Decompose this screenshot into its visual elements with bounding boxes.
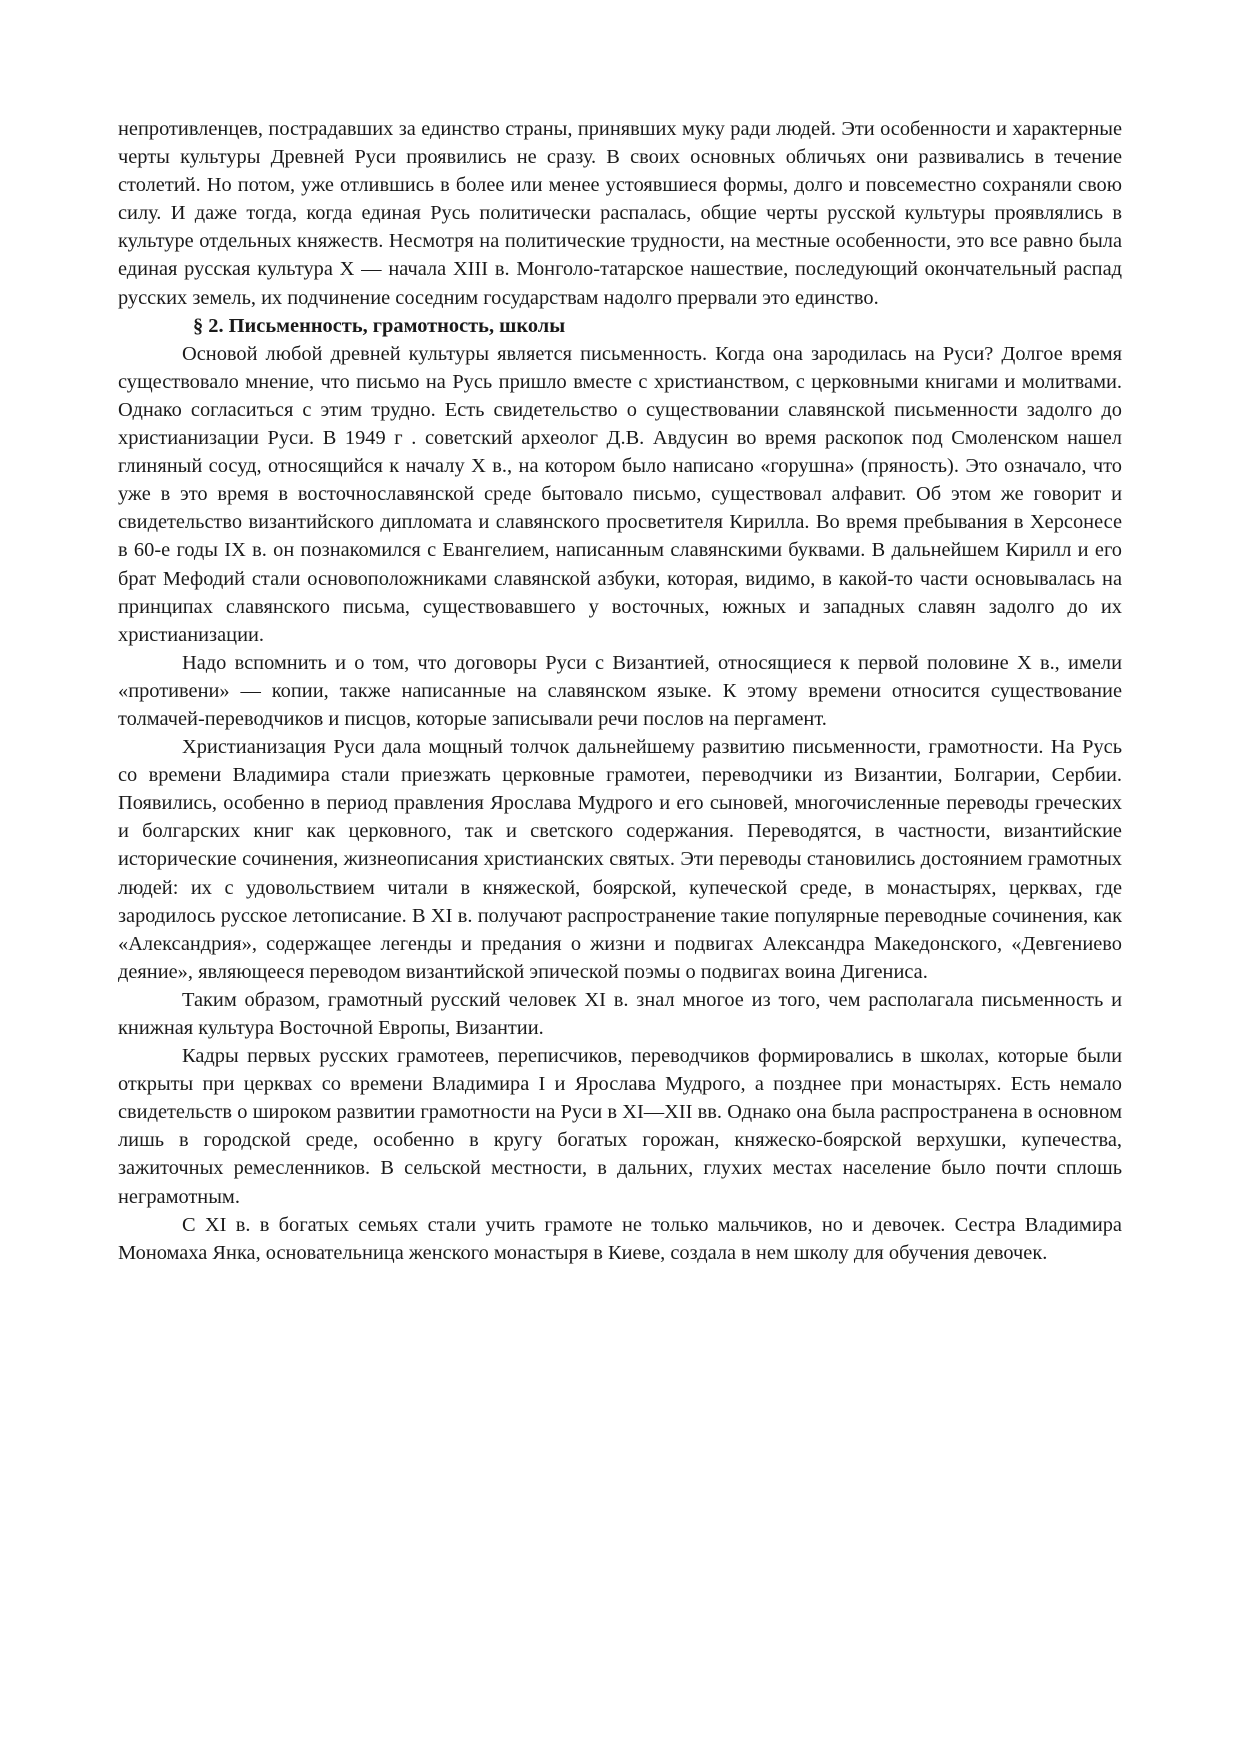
- section-heading: § 2. Письменность, грамотность, школы: [193, 314, 566, 337]
- intro-paragraph: непротивленцев, пострадавших за единство страны, принявших муку ради людей. Эти особенности и характерные черты культуры Древней Руси проявились не сразу. В своих основных обличьях они развивались в течение столетий. Но потом, уже отлившись в более или менее устоявшиеся формы, долго и повсеместно сохраняли свою силу. И даже тогда, когда единая Русь политически распалась, общие черты русской культуры проявлялись в культуре отдельных княжеств. Несмотря на политические трудности, на местные особенности, это все равно была единая русская культура X — начала XIII в. Монголо-татарское нашествие, последующий окончательный распад русских земель, их подчинение соседним государствам надолго прервали это единство.: [118, 118, 1122, 309]
- paragraph-christianization: Христианизация Руси дала мощный толчок дальнейшему развитию письменности, грамотности. На Русь со времени Владимира стали приезжать церковные грамотеи, переводчики из Византии, Болгарии, Сербии. Появились, особенно в период правления Ярослава Мудрого и его сыновей, многочисленные переводы греческих и болгарских книг как церковного, так и светского содержания. Переводятся, в частности, византийские исторические сочинения, жизнеописания христианских святых. Эти переводы становились достоянием грамотных людей: их с удовольствием читали в княжеской, боярской, купеческой среде, в монастырях, церквах, где зародилось русское летописание. В XI в. получают распространение такие популярные переводные сочинения, как «Александрия», содержащее легенды и предания о жизни и подвигах Александра Македонского, «Девгениево деяние», являющееся переводом византийской эпической поэмы о подвигах воина Дигениса.: [118, 736, 1122, 983]
- paragraph-literate-person: Таким образом, грамотный русский человек XI в. знал многое из того, чем располагала письменность и книжная культура Восточной Европы, Византии.: [118, 988, 1122, 1039]
- document-page: [118, 115, 1122, 1267]
- paragraph-treaties: Надо вспомнить и о том, что договоры Руси с Византией, относящиеся к первой половине X в., имели «противени» — копии, также написанные на славянском языке. К этому времени относится существование толмачей-переводчиков и писцов, которые записывали речи послов на пергамент.: [118, 651, 1122, 730]
- paragraph-girls-education: С XI в. в богатых семьях стали учить грамоте не только мальчиков, но и девочек. Сестра Владимира Мономаха Янка, основательница женского монастыря в Киеве, создала в нем школу для обучения девочек.: [118, 1213, 1122, 1264]
- paragraph-schools: Кадры первых русских грамотеев, переписчиков, переводчиков формировались в школах, которые были открыты при церквах со времени Владимира I и Ярослава Мудрого, а позднее при монастырях. Есть немало свидетельств о широком развитии грамотности на Руси в XI—XII вв. Однако она была распространена в основном лишь в городской среде, особенно в кругу богатых горожан, княжеско-боярской верхушки, купечества, зажиточных ремесленников. В сельской местности, в дальних, глухих местах население было почти сплошь неграмотным.: [118, 1045, 1122, 1208]
- paragraph-writing-origins: Основой любой древней культуры является письменность. Когда она зародилась на Руси? Долгое время существовало мнение, что письмо на Русь пришло вместе с христианством, с церковными книгами и молитвами. Однако согласиться с этим трудно. Есть свидетельство о существовании славянской письменности задолго до христианизации Руси. В 1949 г . советский археолог Д.В. Авдусин во время раскопок под Смоленском нашел глиняный сосуд, относящийся к началу X в., на котором было написано «горушна» (пряность). Это означало, что уже в это время в восточнославянской среде бытовало письмо, существовал алфавит. Об этом же говорит и свидетельство византийского дипломата и славянского просветителя Кирилла. Во время пребывания в Херсонесе в 60-е годы IX в. он познакомился с Евангелием, написанным славянскими буквами. В дальнейшем Кирилл и его брат Мефодий стали основоположниками славянской азбуки, которая, видимо, в какой-то части основывалась на принципах славянского письма, существовавшего у восточных, южных и западных славян задолго до их христианизации.: [118, 342, 1122, 646]
